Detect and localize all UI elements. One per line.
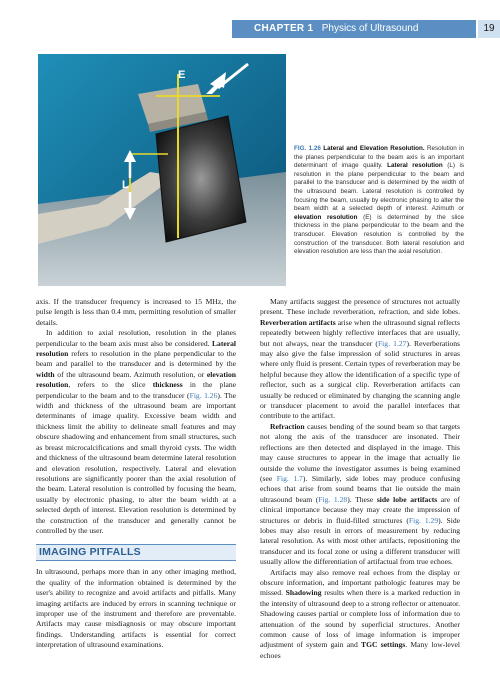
page-number: 19 bbox=[478, 20, 500, 38]
lateral-label: L bbox=[122, 179, 129, 191]
chapter-label: CHAPTER 1 bbox=[254, 23, 314, 34]
paragraph: Refraction causes bending of the sound beam so that targets not along the axis of the transducer are insonated. Their reflections are then detected and displayed in the image. This may cause structures to appear in the image that actually lie outside the volume the investigator assumes is being examined (see Fig. 1.7). Similarly, side lobes may produce confusing echoes that arise from sound beams that lie outside the main ultrasound beam (Fig. 1.28). These side lobe artifacts are of clinical importance because they may create the impression of structures or debris in fluid-filled structures (Fig. 1.29). Side lobes may also result in errors of measurement by reducing lateral resolution. As with most other artifacts, repositioning the transducer and its focal zone or using a different transducer will usually allow the differentiation of artifactual from true echoes. bbox=[260, 421, 461, 567]
paragraph: In ultrasound, perhaps more than in any other imaging method, the quality of the information obtained is determined by the user's ability to recognize and avoid artifacts and pitfalls. Many imaging artifacts are induced by errors in scanning technique or improper use of the instrument and therefore are preventable. Artifacts may cause misdiagnosis or may obscure important findings. Understanding artifacts is essential for correct interpretation of ultrasound examinations. bbox=[36, 567, 236, 650]
caption-figure-number: FIG. 1.26 bbox=[294, 145, 321, 152]
figure-link[interactable]: Fig. 1.26 bbox=[189, 390, 218, 400]
left-column bbox=[36, 297, 236, 651]
chapter-title: Physics of Ultrasound bbox=[321, 23, 419, 34]
paragraph: axis. If the transducer frequency is increased to 15 MHz, the pulse length is less than 0.4 mm, permitting resolution of smaller details. bbox=[36, 297, 236, 327]
caption-title: Lateral and Elevation Resolution. bbox=[323, 145, 425, 152]
right-column bbox=[260, 297, 460, 661]
figure-link[interactable]: Fig. 1.29 bbox=[408, 515, 439, 525]
chapter-bar bbox=[232, 20, 476, 38]
figure-link[interactable]: Fig. 1.28 bbox=[318, 494, 348, 504]
figure-link[interactable]: Fig. 1.7 bbox=[276, 473, 303, 483]
paragraph: In addition to axial resolution, resolution in the planes perpendicular to the beam axis must also be considered. Lateral resolution refers to resolution in the plane perpendicular to the beam and parallel to the transducer and is determined by the width of the ultrasound beam. Azimuth resolution, or elevation resolution, refers to the slice thickness in the plane perpendicular to the beam and to the transducer (Fig. 1.26). The width and thickness of the ultrasound beam are important determinants of image quality. Excessive beam width and thickness limit the ability to delineate small features and may obscure shadowing and enhancement from small structures, such as breast microcalcifications and small thyroid cysts. The width and thickness of the ultrasound beam determine lateral resolution and elevation resolution, respectively. Lateral and elevation resolutions are significantly poorer than the axial resolution of the beam. Lateral resolution is controlled by focusing the beam, usually by electronic phasing, to alter the beam width at a selected depth of interest. Elevation resolution is determined by the construction of the transducer and generally cannot be controlled by the user. bbox=[36, 328, 236, 535]
figure-caption: FIG. 1.26 Lateral and Elevation Resolution. Resolution in the planes perpendicular to the beam axis is an important determinant of image quality. Lateral resolution (L) is resolution in the plane perpendicular to the beam and parallel to the transducer and is determined by the width of the ultrasound beam. Lateral resolution is controlled by focusing the beam, usually by electronic phasing to alter the beam width at a selected depth of interest. Azimuth or elevation resolution (E) is determined by the slice thickness in the plane perpendicular to the beam and the transducer. Elevation resolution is controlled by the construction of the transducer. Both lateral resolution and elevation resolution are less than the axial resolution. bbox=[294, 145, 465, 256]
section-heading: IMAGING PITFALLS bbox=[36, 544, 236, 561]
paragraph: Artifacts may also remove real echoes from the display or obscure information, and important pathologic features may be missed. Shadowing results when there is a marked reduction in the intensity of ultrasound deep to a strong reflector or attenuator. Shadowing causes partial or complete loss of information due to attenuation of the sound by superficial structures. Another common cause of loss of image information is improper adjustment of system gain and TGC settings. Many low-level echoes bbox=[260, 567, 461, 660]
figure-link[interactable]: Fig. 1.27 bbox=[377, 338, 407, 348]
elevation-label: E bbox=[178, 69, 186, 81]
paragraph: Many artifacts suggest the presence of structures not actually present. These include reverberation, refraction, and side lobes. Reverberation artifacts arise when the ultrasound signal reflects repeatedly between highly reflective interfaces that are usually, but not always, near the transducer (Fig. 1.27). Reverberations may also give the false impression of solid structures in areas where only fluid is present. Certain types of reverberation may be helpful because they allow the identification of a specific type of reflector, such as a surgical clip. Reverberation artifacts can usually be reduced or eliminated by changing the scanning angle or transducer placement to avoid the parallel interfaces that contribute to the artifact. bbox=[260, 297, 461, 421]
resolution-figure-illustration bbox=[38, 54, 286, 286]
running-header bbox=[0, 20, 500, 38]
